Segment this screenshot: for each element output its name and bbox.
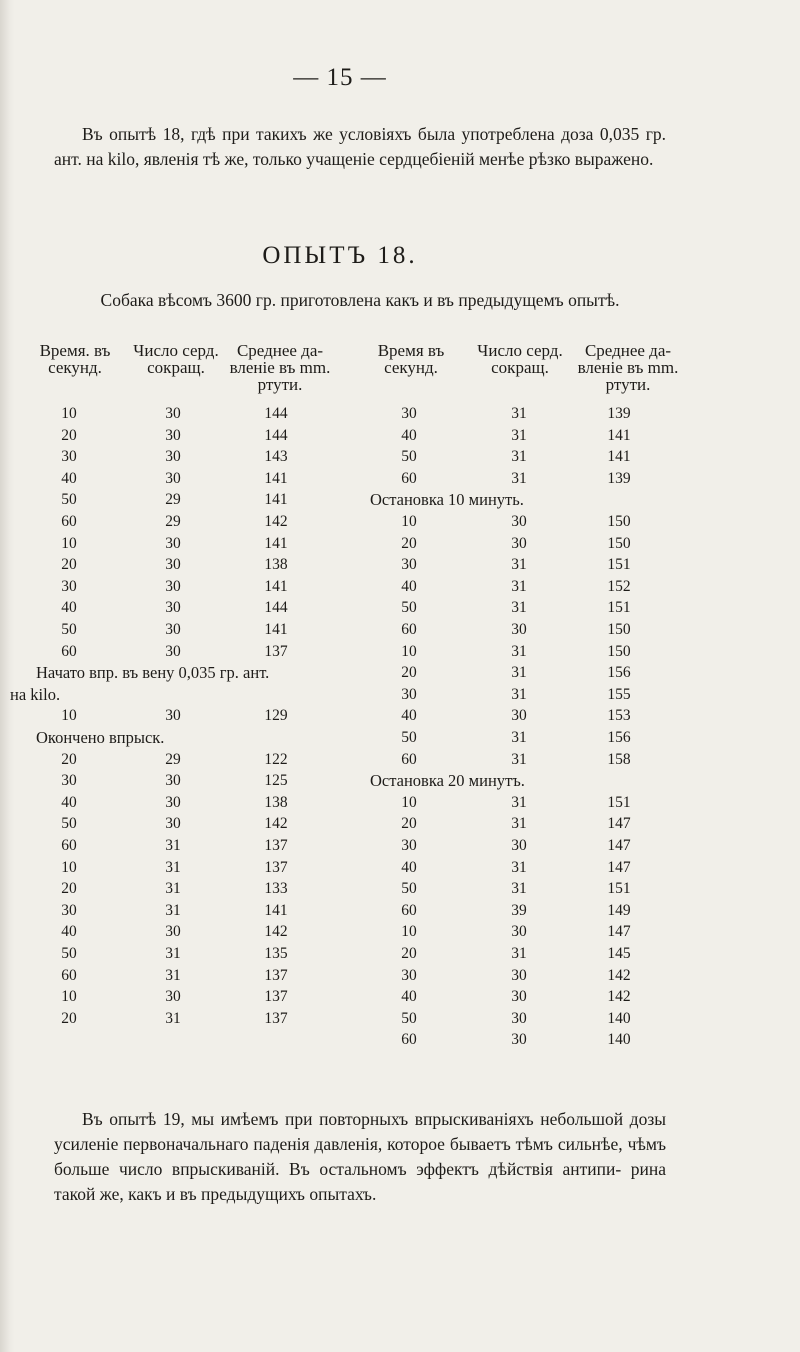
table-cell-time: 60: [61, 513, 77, 530]
table-cell-count: 29: [165, 750, 181, 768]
table-cell-time: 50: [61, 815, 77, 833]
table-cell-count: 30: [165, 448, 181, 466]
table-cell-pressure: 140: [607, 1031, 631, 1049]
table-cell-pressure: 138: [264, 793, 288, 811]
table-cell-count: 31: [511, 405, 527, 422]
experiment-subtitle: Собака вѣсомъ 3600 гр. приготовлена какъ и въ предыдущемъ опытѣ.: [100, 290, 620, 310]
intro-paragraph: Въ опытѣ 18, гдѣ при такихъ же условіяхъ была употреблена доза 0,035 гр. ант. на kilo, явленія тѣ же, только учащеніе сердцебіеній менѣе рѣзко выражено.: [54, 124, 666, 169]
table-cell-time: 60: [61, 642, 77, 660]
table-cell-time: 50: [61, 621, 77, 638]
table-cell-count: 30: [165, 599, 181, 617]
table-cell-pressure: 150: [607, 642, 631, 660]
table-cell-pressure: 141: [264, 621, 288, 638]
table-cell-pressure: 143: [264, 448, 288, 466]
table-cell-time: 40: [401, 858, 417, 876]
table-cell-time: 60: [61, 837, 77, 854]
table-cell-time: 50: [401, 729, 417, 746]
table-cell-count: 30: [165, 577, 181, 595]
table-cell-pressure: 129: [264, 707, 288, 725]
table-cell-pressure: 144: [264, 599, 288, 617]
table-cell-pressure: 141: [264, 577, 288, 595]
table-cell-count: 31: [165, 966, 181, 984]
table-cell-pressure: 141: [264, 491, 288, 509]
table-cell-pressure: 150: [607, 621, 631, 638]
table-cell-pressure: 137: [264, 837, 288, 854]
table-cell-time: 20: [61, 750, 77, 768]
table-cell-time: 50: [401, 599, 417, 617]
table-cell-count: 30: [165, 772, 181, 790]
table-cell-count: 30: [511, 621, 527, 638]
table-cell-count: 30: [511, 1031, 527, 1049]
table-cell-pressure: 142: [264, 815, 288, 833]
table-cell-pressure: 135: [264, 945, 288, 962]
table-cell-count: 31: [511, 599, 527, 617]
table-cell-count: 31: [165, 837, 181, 854]
table-cell-time: 50: [401, 448, 417, 466]
table-cell-pressure: 155: [607, 685, 631, 703]
table-note: Остановка 20 минутъ.: [370, 771, 525, 791]
table-cell-count: 39: [511, 901, 527, 919]
table-cell-pressure: 141: [607, 426, 631, 444]
table-cell-pressure: 142: [264, 513, 288, 530]
table-cell-time: 20: [61, 426, 77, 444]
table-cell-count: 31: [511, 685, 527, 703]
table-cell-time: 10: [61, 858, 77, 876]
table-cell-pressure: 151: [607, 880, 631, 898]
table-cell-count: 31: [165, 858, 181, 876]
table-cell-pressure: 151: [607, 793, 631, 811]
table-cell-pressure: 140: [607, 1009, 631, 1027]
table-cell-pressure: 137: [264, 858, 288, 876]
table-cell-count: 31: [165, 901, 181, 919]
table-cell-count: 31: [511, 556, 527, 574]
table-cell-time: 60: [401, 750, 417, 768]
table-cell-count: 30: [165, 707, 181, 725]
table-cell-pressure: 122: [264, 750, 288, 768]
table-cell-pressure: 144: [264, 426, 288, 444]
table-cell-time: 40: [61, 469, 77, 487]
table-cell-pressure: 139: [607, 405, 631, 422]
table-cell-time: 10: [401, 923, 417, 941]
table-cell-time: 10: [401, 513, 417, 530]
table-cell-time: 20: [401, 534, 417, 552]
table-cell-count: 30: [165, 923, 181, 941]
table-cell-count: 30: [511, 988, 527, 1006]
table-cell-time: 60: [401, 469, 417, 487]
table-cell-pressure: 151: [607, 599, 631, 617]
table-cell-pressure: 147: [607, 923, 631, 941]
table-cell-pressure: 142: [607, 988, 631, 1006]
table-cell-time: 20: [401, 815, 417, 833]
table-cell-count: 30: [165, 405, 181, 422]
table-cell-pressure: 152: [607, 577, 631, 595]
table-cell-pressure: 153: [607, 707, 631, 725]
table-cell-pressure: 149: [607, 901, 631, 919]
table-cell-count: 30: [511, 966, 527, 984]
table-cell-time: 30: [401, 685, 417, 703]
table-cell-count: 30: [511, 513, 527, 530]
header-left-time: Время. въ секунд.: [39, 341, 111, 377]
table-cell-pressure: 144: [264, 405, 288, 422]
table-cell-count: 31: [511, 880, 527, 898]
table-note: Остановка 10 минуть.: [370, 490, 524, 510]
table-cell-count: 31: [511, 815, 527, 833]
table-cell-count: 31: [511, 729, 527, 746]
table-cell-time: 40: [401, 577, 417, 595]
table-cell-time: 10: [61, 534, 77, 552]
table-cell-pressure: 142: [607, 966, 631, 984]
table-cell-time: 40: [401, 707, 417, 725]
table-cell-time: 20: [61, 1009, 77, 1027]
table-cell-count: 31: [511, 858, 527, 876]
table-note: Начато впр. въ вену 0,035 гр. ант.: [36, 663, 270, 683]
table-cell-time: 40: [401, 988, 417, 1006]
header-right-count: Число серд. сокращ.: [477, 341, 563, 377]
table-cell-count: 30: [165, 534, 181, 552]
table-cell-count: 30: [511, 923, 527, 941]
table-cell-count: 31: [511, 642, 527, 660]
table-note: Окончено впрыск.: [36, 728, 165, 747]
table-cell-count: 29: [165, 491, 181, 509]
table-cell-count: 29: [165, 513, 181, 530]
table-cell-time: 40: [61, 599, 77, 617]
table-cell-count: 31: [511, 664, 527, 682]
table-cell-count: 31: [511, 577, 527, 595]
table-cell-pressure: 145: [607, 945, 631, 962]
table-cell-pressure: 139: [607, 469, 631, 487]
table-cell-time: 20: [401, 664, 417, 682]
header-left-count: Число серд. сокращ.: [133, 341, 219, 377]
table-cell-time: 40: [61, 793, 77, 811]
table-cell-pressure: 137: [264, 988, 288, 1006]
table-cell-count: 31: [511, 945, 527, 962]
table-cell-time: 30: [401, 966, 417, 984]
table-cell-time: 50: [401, 1009, 417, 1027]
table-cell-count: 30: [511, 1009, 527, 1027]
table-cell-count: 30: [511, 837, 527, 854]
header-left-pressure: Среднее да- вленіе въ mm. ртути.: [229, 341, 331, 394]
table-cell-count: 30: [165, 988, 181, 1006]
table-cell-count: 30: [165, 426, 181, 444]
table-cell-pressure: 142: [264, 923, 288, 941]
table-cell-time: 30: [61, 901, 77, 919]
table-cell-pressure: 141: [264, 469, 288, 487]
table-cell-pressure: 147: [607, 815, 631, 833]
table-cell-pressure: 141: [264, 901, 288, 919]
table-cell-time: 30: [401, 556, 417, 574]
page-binding-edge: [0, 0, 14, 1352]
table-cell-count: 30: [165, 793, 181, 811]
header-right-time: Время въ секунд.: [377, 341, 445, 377]
table-cell-count: 31: [165, 945, 181, 962]
table-cell-pressure: 133: [264, 880, 288, 898]
table-cell-count: 31: [511, 426, 527, 444]
table-cell-time: 20: [401, 945, 417, 962]
table-cell-time: 20: [61, 556, 77, 574]
table-cell-pressure: 158: [607, 750, 631, 768]
table-cell-pressure: 156: [607, 664, 631, 682]
table-cell-time: 40: [61, 923, 77, 941]
table-cell-count: 31: [165, 1009, 181, 1027]
table-cell-pressure: 156: [607, 729, 631, 746]
table-cell-count: 31: [511, 448, 527, 466]
table-cell-pressure: 147: [607, 837, 631, 854]
table-cell-pressure: 141: [607, 448, 631, 466]
table-cell-time: 50: [401, 880, 417, 898]
table-cell-count: 30: [165, 469, 181, 487]
table-note-continuation: на kilo.: [10, 684, 61, 704]
page-number: — 15 —: [293, 64, 387, 91]
table-cell-pressure: 138: [264, 556, 288, 574]
table-cell-pressure: 137: [264, 1009, 288, 1027]
table-cell-count: 31: [511, 469, 527, 487]
table-cell-time: 60: [61, 966, 77, 984]
table-cell-count: 30: [165, 621, 181, 638]
table-cell-time: 20: [61, 880, 77, 898]
table-cell-pressure: 151: [607, 556, 631, 574]
table-cell-count: 30: [165, 815, 181, 833]
experiment-heading: ОПЫТЪ 18.: [262, 242, 418, 269]
table-cell-pressure: 137: [264, 966, 288, 984]
table-cell-count: 31: [511, 750, 527, 768]
table-cell-time: 10: [401, 793, 417, 811]
table-cell-time: 10: [401, 642, 417, 660]
table-cell-pressure: 141: [264, 534, 288, 552]
table-cell-time: 60: [401, 1031, 417, 1049]
table-cell-time: 60: [401, 621, 417, 638]
table-cell-time: 60: [401, 901, 417, 919]
table-cell-count: 30: [165, 642, 181, 660]
table-cell-time: 30: [401, 405, 417, 422]
table-cell-pressure: 125: [264, 772, 288, 790]
table-cell-pressure: 150: [607, 534, 631, 552]
table-cell-pressure: 147: [607, 858, 631, 876]
table-cell-time: 40: [401, 426, 417, 444]
table-cell-pressure: 150: [607, 513, 631, 530]
table-cell-time: 30: [61, 577, 77, 595]
table-cell-time: 10: [61, 988, 77, 1006]
table-cell-count: 30: [165, 556, 181, 574]
table-cell-time: 10: [61, 707, 77, 725]
table-cell-time: 30: [61, 448, 77, 466]
table-cell-count: 30: [511, 707, 527, 725]
table-cell-time: 50: [61, 945, 77, 962]
table-cell-count: 31: [511, 793, 527, 811]
table-cell-pressure: 137: [264, 642, 288, 660]
header-right-pressure: Среднее да- вленіе въ mm. ртути.: [577, 341, 679, 394]
table-cell-count: 31: [165, 880, 181, 898]
table-cell-time: 10: [61, 405, 77, 422]
table-cell-count: 30: [511, 534, 527, 552]
table-cell-time: 30: [61, 772, 77, 790]
closing-paragraph: Въ опытѣ 19, мы имѣемъ при повторныхъ впрыскиваніяхъ небольшой дозы усиленіе первоначальнаго паденія давленія, которое бываетъ тѣмъ сильнѣе, чѣмъ больше число впрыскиваній. Въ остальномъ эффектъ дѣйствія антипи- рина такой же, какъ и въ предыдущихъ опытахъ.: [54, 1109, 666, 1204]
table-cell-time: 30: [401, 837, 417, 854]
table-cell-time: 50: [61, 491, 77, 509]
